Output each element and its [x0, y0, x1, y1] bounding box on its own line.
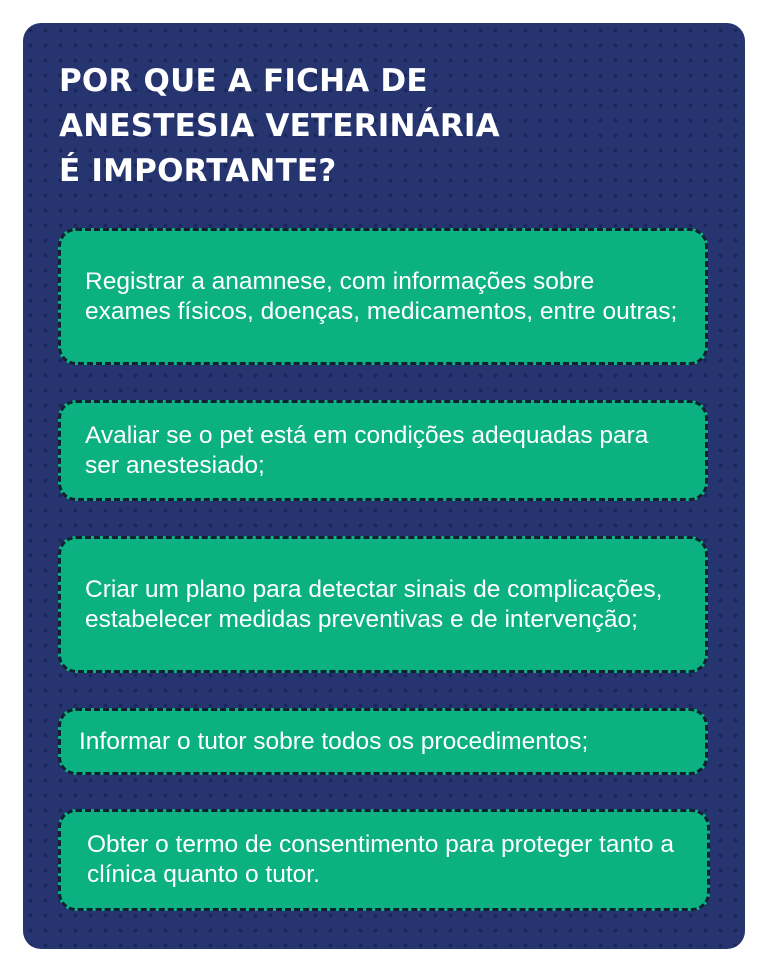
list-item-text: Registrar a anamnese, com informações sobre exames físicos, doenças, medicamentos, entre outras;	[85, 267, 678, 325]
list-item-anamnese	[58, 228, 708, 365]
list-item-text: Obter o termo de consentimento para proteger tanto a clínica quanto o tutor.	[87, 831, 674, 888]
list-item-text: Criar um plano para detectar sinais de complicações, estabelecer medidas preventivas e de intervenção;	[85, 575, 663, 633]
list-item-avaliar	[58, 400, 708, 501]
list-item-consentimento	[58, 809, 710, 911]
list-item-informar-tutor	[58, 708, 708, 775]
list-item-text: Avaliar se o pet está em condições adequadas para ser anestesiado;	[85, 421, 649, 479]
title-line-1: POR QUE A FICHA DE	[59, 63, 428, 99]
title-line-3: É IMPORTANTE?	[59, 153, 337, 189]
list-item-plano	[58, 536, 708, 673]
list-item-text: Informar o tutor sobre todos os procedimentos;	[79, 727, 589, 755]
title-line-2: ANESTESIA VETERINÁRIA	[59, 108, 500, 144]
page-title	[59, 59, 500, 194]
infographic-panel	[23, 23, 745, 949]
